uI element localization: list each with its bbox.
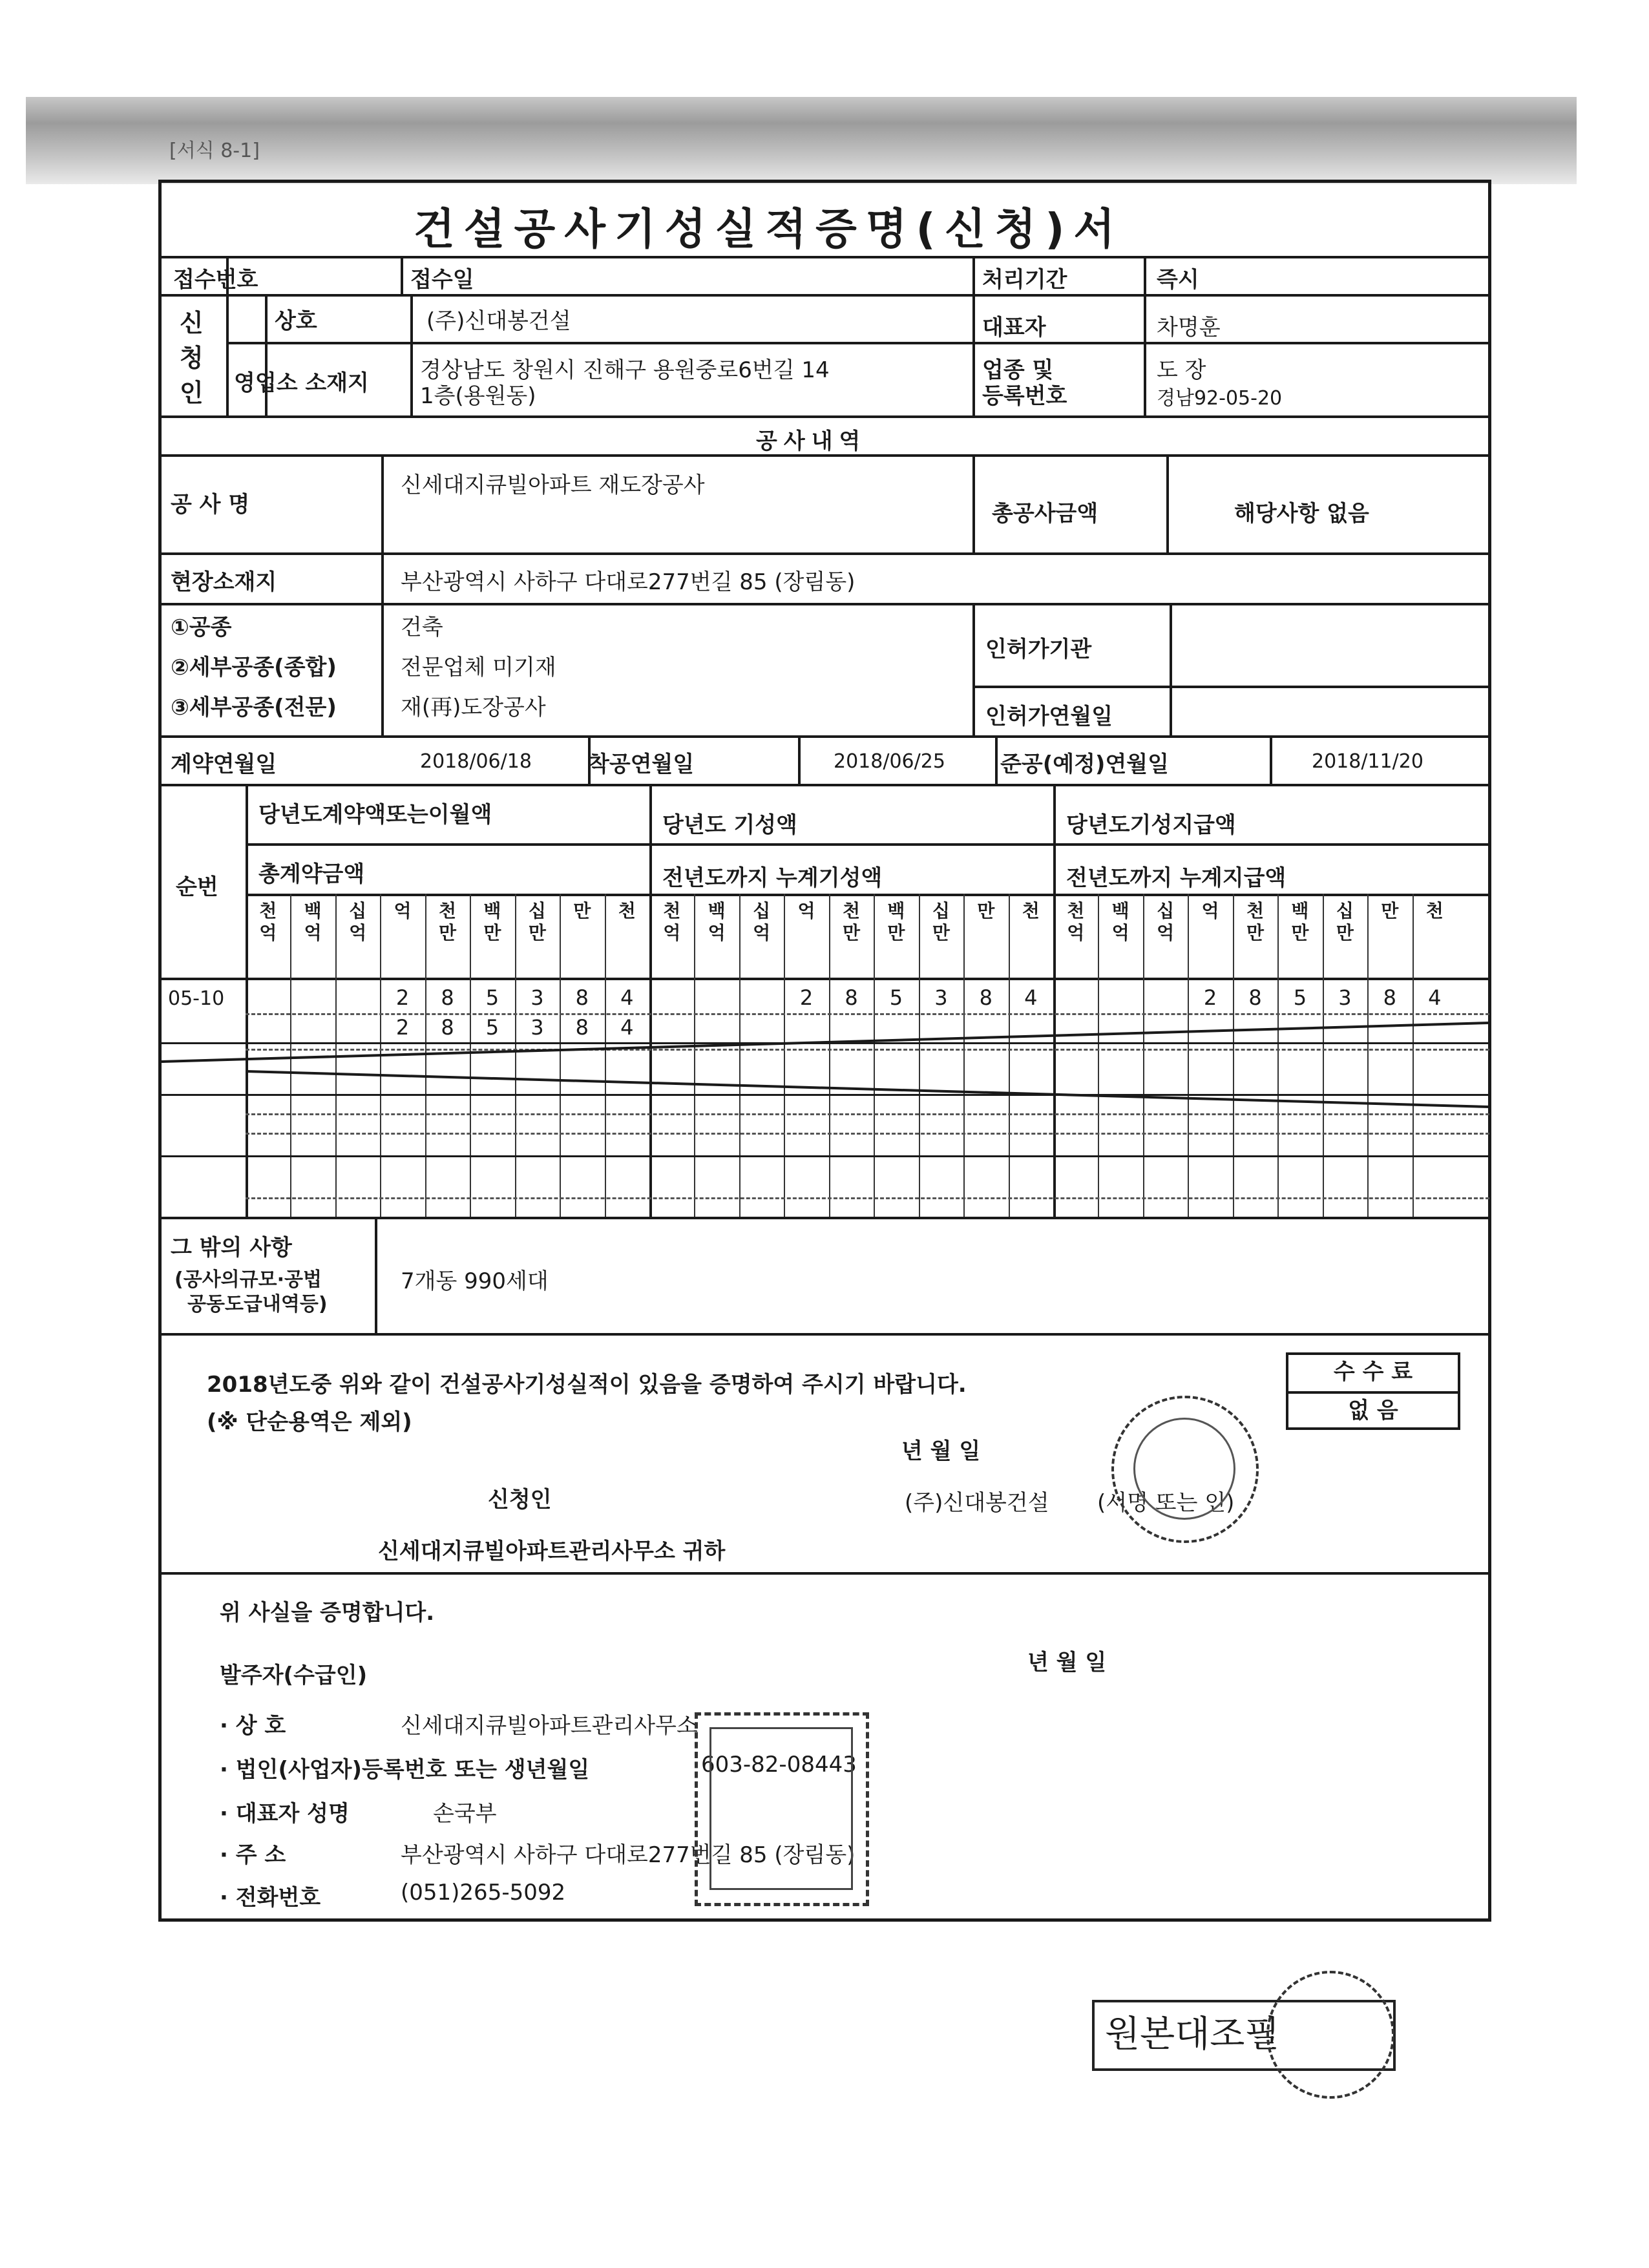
amount-digit: 8 <box>441 985 454 1010</box>
start-date-label: 착공연월일 <box>588 751 695 777</box>
permit-date-label: 인허가연월일 <box>985 704 1113 730</box>
site-label: 현장소재지 <box>171 569 277 595</box>
amount-digit: 2 <box>395 1015 410 1040</box>
amount-digit: 3 <box>530 985 544 1010</box>
form-number: [서식 8-1] <box>169 140 260 162</box>
original-check-seal <box>1266 1971 1394 2099</box>
amount-digit: 2 <box>799 985 814 1010</box>
amount-digit: 8 <box>845 985 858 1010</box>
form-title: 건설공사기성실적증명(신청)서 <box>414 204 1124 254</box>
amount-digit: 5 <box>485 1015 499 1040</box>
unit-label: 억 <box>797 900 815 921</box>
work-type-3-value: 재(再)도장공사 <box>401 695 546 720</box>
unit-label: 백억 <box>1111 900 1129 943</box>
processing-period-value: 즉시 <box>1157 267 1199 293</box>
cert-reg-value: 603-82-08443 <box>701 1752 857 1778</box>
amount-digit: 5 <box>1293 985 1307 1010</box>
unit-label: 천억 <box>1067 900 1085 943</box>
unit-label: 천만 <box>842 900 861 943</box>
cert-reg-label: · 법인(사업자)등록번호 또는 생년월일 <box>220 1757 590 1783</box>
work-name-label: 공 사 명 <box>171 492 250 518</box>
unit-label: 백만 <box>483 900 501 943</box>
strike-lines <box>162 978 1489 1217</box>
certificate-form <box>158 180 1491 1922</box>
amount-digit: 8 <box>1248 985 1262 1010</box>
work-type-1-label: ①공종 <box>171 614 232 640</box>
col1-header-1: 당년도계약액또는이월액 <box>258 802 492 828</box>
work-section-title: 공사내역 <box>756 428 867 454</box>
company-label: 상호 <box>275 308 317 334</box>
cert-date: 년 월 일 <box>1027 1650 1107 1675</box>
unit-label: 백만 <box>887 900 905 943</box>
business-label-2: 등록번호 <box>982 383 1067 409</box>
amount-digit: 4 <box>1428 985 1442 1010</box>
amount-digit: 4 <box>620 1015 634 1040</box>
amount-digit: 8 <box>441 1015 454 1040</box>
business-type-value: 도 장 <box>1157 357 1206 383</box>
company-seal-stamp <box>1111 1396 1259 1543</box>
amount-digit: 3 <box>934 985 948 1010</box>
business-reg-value: 경남92-05-20 <box>1157 387 1283 410</box>
other-label: 그 밖의 사항 <box>171 1235 292 1261</box>
cert-addr-value: 부산광역시 사하구 다대로277번길 85 (장림동) <box>401 1842 856 1868</box>
other-sub-2: 공동도급내역등) <box>187 1293 328 1316</box>
cert-addr-label: · 주 소 <box>220 1842 286 1868</box>
col3-header-2: 전년도까지 누계지급액 <box>1066 865 1287 891</box>
amount-digit: 8 <box>575 985 589 1010</box>
fee-label: 수 수 료 <box>1288 1355 1458 1394</box>
cert-name-value: 신세대지큐빌아파트관리사무소 <box>401 1713 698 1739</box>
unit-label: 억 <box>394 900 412 921</box>
representative-value: 차명훈 <box>1157 315 1221 341</box>
request-line-1: 2018년도중 위와 같이 건설공사기성실적이 있음을 증명하여 주시기 바랍니다. <box>207 1372 967 1398</box>
amount-digit: 5 <box>889 985 903 1010</box>
amount-digit: 4 <box>1024 985 1038 1010</box>
reception-no-label: 접수번호 <box>173 267 258 293</box>
cert-tel-value: (051)265-5092 <box>401 1880 566 1906</box>
representative-label: 대표자 <box>982 315 1046 341</box>
unit-label: 십억 <box>1157 900 1175 943</box>
request-line-2: (※ 단순용역은 제외) <box>207 1409 412 1435</box>
cert-rep-value: 손국부 <box>433 1801 497 1827</box>
sequence-label: 순번 <box>176 874 218 900</box>
unit-label: 천 <box>618 900 636 921</box>
work-name-value: 신세대지큐빌아파트 재도장공사 <box>401 472 705 498</box>
unit-label: 억 <box>1201 900 1219 921</box>
recipient: 신세대지큐빌아파트관리사무소 귀하 <box>378 1538 726 1564</box>
cert-name-label: · 상 호 <box>220 1713 286 1739</box>
unit-label: 천 <box>1022 900 1040 921</box>
amount-digit: 2 <box>1203 985 1217 1010</box>
fee-value: 없 음 <box>1348 1398 1398 1423</box>
other-sub-1: (공사의규모·공법 <box>174 1268 322 1291</box>
work-type-2-label: ②세부공종(종합) <box>171 655 337 680</box>
amount-digit: 3 <box>1338 985 1352 1010</box>
company-value: (주)신대봉건설 <box>426 308 571 334</box>
cert-tel-label: · 전화번호 <box>220 1885 321 1911</box>
col1-header-2: 총계약금액 <box>258 861 365 887</box>
unit-label: 만 <box>977 900 995 921</box>
address-label: 영업소 소재지 <box>234 370 369 396</box>
processing-period-label: 처리기간 <box>982 267 1067 293</box>
unit-label: 백만 <box>1291 900 1309 943</box>
amount-digit: 3 <box>530 1015 544 1040</box>
request-date: 년 월 일 <box>901 1438 981 1464</box>
orderer-label: 발주자(수급인) <box>220 1663 368 1688</box>
row-sequence: 05-10 <box>168 987 225 1010</box>
address-line-1: 경상남도 창원시 진해구 용원중로6번길 14 <box>420 357 830 383</box>
business-label-1: 업종 및 <box>982 357 1054 383</box>
applicant-group-label: 신청인 <box>180 309 204 407</box>
applicant-sign-label: 신청인 <box>488 1487 552 1513</box>
unit-label: 십만 <box>1336 900 1354 943</box>
amount-digit: 4 <box>620 985 634 1010</box>
start-date-value: 2018/06/25 <box>834 750 945 773</box>
contract-date-value: 2018/06/18 <box>420 750 532 773</box>
contract-date-label: 계약연월일 <box>171 751 277 777</box>
work-type-1-value: 건축 <box>401 614 443 640</box>
cert-rep-label: · 대표자 성명 <box>220 1801 350 1827</box>
amount-digit: 8 <box>979 985 993 1010</box>
unit-label: 천 <box>1425 900 1444 921</box>
other-value: 7개동 990세대 <box>401 1268 549 1294</box>
orderer-square-seal <box>695 1712 869 1906</box>
applicant-sign-name: (주)신대봉건설 <box>905 1490 1049 1516</box>
amount-digit: 2 <box>395 985 410 1010</box>
total-amount-value: 해당사항 없음 <box>1234 501 1369 527</box>
total-amount-label: 총공사금액 <box>992 501 1098 527</box>
col3-header-1: 당년도기성지급액 <box>1066 812 1236 838</box>
work-type-3-label: ③세부공종(전문) <box>171 695 337 720</box>
col2-header-1: 당년도 기성액 <box>662 812 797 838</box>
finish-date-value: 2018/11/20 <box>1312 750 1423 773</box>
unit-label: 만 <box>573 900 591 921</box>
sign-or-seal-label: (서명 또는 인) <box>1097 1490 1235 1516</box>
unit-label: 십만 <box>528 900 546 943</box>
unit-label: 만 <box>1381 900 1399 921</box>
reception-date-label: 접수일 <box>410 267 474 293</box>
work-type-2-value: 전문업체 미기재 <box>401 655 556 680</box>
unit-label: 천만 <box>438 900 457 943</box>
unit-label: 십억 <box>753 900 771 943</box>
site-value: 부산광역시 사하구 다대로277번길 85 (장림동) <box>401 569 856 595</box>
address-line-2: 1층(용원동) <box>420 383 536 409</box>
unit-label: 십만 <box>932 900 950 943</box>
unit-label: 백억 <box>304 900 322 943</box>
original-check-stamp: 원본대조필 <box>1092 2000 1396 2071</box>
unit-label: 천억 <box>663 900 681 943</box>
unit-label: 백억 <box>708 900 726 943</box>
cert-line: 위 사실을 증명합니다. <box>220 1600 435 1626</box>
col2-header-2: 전년도까지 누계기성액 <box>662 865 883 891</box>
unit-label: 천만 <box>1246 900 1265 943</box>
amount-digit: 8 <box>1383 985 1396 1010</box>
amount-digit: 5 <box>485 985 499 1010</box>
amount-digit: 8 <box>575 1015 589 1040</box>
unit-label: 천억 <box>259 900 277 943</box>
unit-label: 십억 <box>349 900 367 943</box>
permit-org-label: 인허가기관 <box>985 636 1092 662</box>
fee-box <box>1286 1352 1460 1430</box>
finish-date-label: 준공(예정)연월일 <box>1000 751 1169 777</box>
